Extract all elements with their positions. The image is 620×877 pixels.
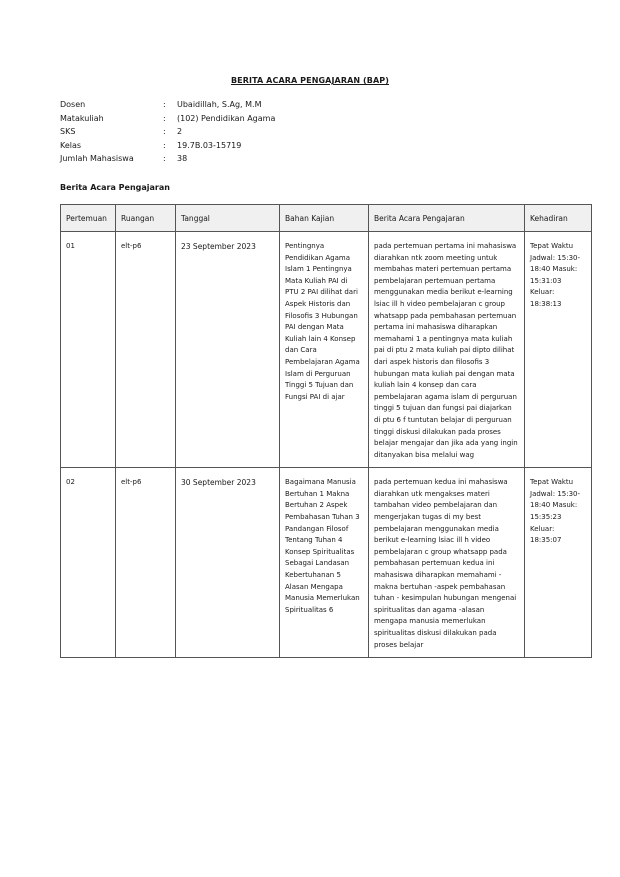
info-label: Kelas (60, 140, 82, 150)
header-bahan-kajian: Bahan Kajian (280, 205, 369, 232)
cell-ruangan: elt-p6 (116, 468, 176, 658)
page-title: BERITA ACARA PENGAJARAN (BAP) (230, 76, 390, 85)
cell-berita-acara: pada pertemuan kedua ini mahasiswa diarahkan utk mengakses materi tambahan video pembelajaran dan mengerjakan tugas di my best pembelajaran menggunakan media berikut e-learning lsiac ill h video pembelajaran c group whatsapp pada pembahasan pertemuan kedua ini mahasiswa diharapkan memahami - makna bertuhan -aspek pembahasan tuhan - kesimpulan hubungan mengenai spiritualitas dan agama -alasan mengapa manusia memerlukan spiritualitas diskusi dilakukan pada proses belajar (369, 468, 525, 658)
header-berita-acara: Berita Acara Pengajaran (369, 205, 525, 232)
bap-table (60, 204, 592, 658)
cell-berita-acara: pada pertemuan pertama ini mahasiswa diarahkan ntk zoom meeting untuk membahas materi pertemuan pertama pembelajaran pertemuan pertama menggunakan media berikut e-learning lsiac ill h video pembelajaran c group whatsapp pada pembahasan pertemuan pertama ini mahasiswa diharapkan memahami 1 a pentingnya mata kuliah pai di ptu 2 mata kuliah pai dipto dilihat dari aspek historis dan filosofis 3 hubungan mata kuliah pai dengan mata kuliah lain 4 konsep dan cara pembelajaran agama islam di perguruan tinggi 5 tujuan dan fungsi pai diajarkan di ptu 6 f tuntutan belajar di perguruan tinggi diskusi dilakukan pada proses belajar mengajar dan jika ada yang ingin ditanyakan bisa melalui wag (369, 232, 525, 468)
section-title: Berita Acara Pengajaran (60, 183, 170, 192)
info-colon: : (163, 127, 166, 137)
cell-pertemuan: 02 (61, 468, 116, 658)
table-row (61, 232, 592, 468)
cell-bahan-kajian: Pentingnya Pendidikan Agama Islam 1 Pentingnya Mata Kuliah PAI di PTU 2 PAI dilihat dari Aspek Historis dan Filosofis 3 Hubungan PAI dengan Mata Kuliah lain 4 Konsep dan Cara Pembelajaran Agama Islam di Perguruan Tinggi 5 Tujuan dan Fungsi PAI di ajar (280, 232, 369, 468)
cell-pertemuan: 01 (61, 232, 116, 468)
info-value: 38 (177, 154, 188, 164)
cell-ruangan: elt-p6 (116, 232, 176, 468)
header-tanggal: Tanggal (176, 205, 280, 232)
info-value: 19.7B.03-15719 (177, 140, 242, 150)
info-value: Ubaidillah, S.Ag, M.M (177, 100, 262, 109)
table-header-row (61, 205, 592, 232)
course-info (60, 98, 275, 166)
info-row-kelas (60, 139, 275, 153)
header-ruangan: Ruangan (116, 205, 176, 232)
cell-tanggal: 23 September 2023 (176, 232, 280, 468)
info-label: Matakuliah (60, 113, 104, 123)
cell-bahan-kajian: Bagaimana Manusia Bertuhan 1 Makna Bertuhan 2 Aspek Pembahasan Tuhan 3 Pandangan Filosof Tentang Tuhan 4 Konsep Spiritualitas Sebagai Landasan Kebertuhanan 5 Alasan Mengapa Manusia Memerlukan Spiritualitas 6 (280, 468, 369, 658)
info-colon: : (163, 154, 166, 164)
info-colon: : (163, 100, 166, 109)
info-row-jumlah-mahasiswa (60, 152, 275, 166)
table-row (61, 468, 592, 658)
info-label: SKS (60, 127, 76, 137)
info-colon: : (163, 113, 166, 123)
info-label: Dosen (60, 100, 86, 109)
info-colon: : (163, 140, 166, 150)
info-row-sks (60, 125, 275, 139)
info-value: 2 (177, 127, 183, 137)
cell-kehadiran: Tepat Waktu Jadwal: 15:30-18:40 Masuk: 15:35:23 Keluar: 18:35:07 (525, 468, 592, 658)
cell-tanggal: 30 September 2023 (176, 468, 280, 658)
info-label: Jumlah Mahasiswa (60, 154, 134, 164)
info-value: (102) Pendidikan Agama (177, 113, 276, 123)
cell-kehadiran: Tepat Waktu Jadwal: 15:30-18:40 Masuk: 15:31:03 Keluar: 18:38:13 (525, 232, 592, 468)
info-row-matakuliah (60, 112, 275, 126)
header-kehadiran: Kehadiran (525, 205, 592, 232)
header-pertemuan: Pertemuan (61, 205, 116, 232)
info-row-dosen (60, 98, 275, 112)
